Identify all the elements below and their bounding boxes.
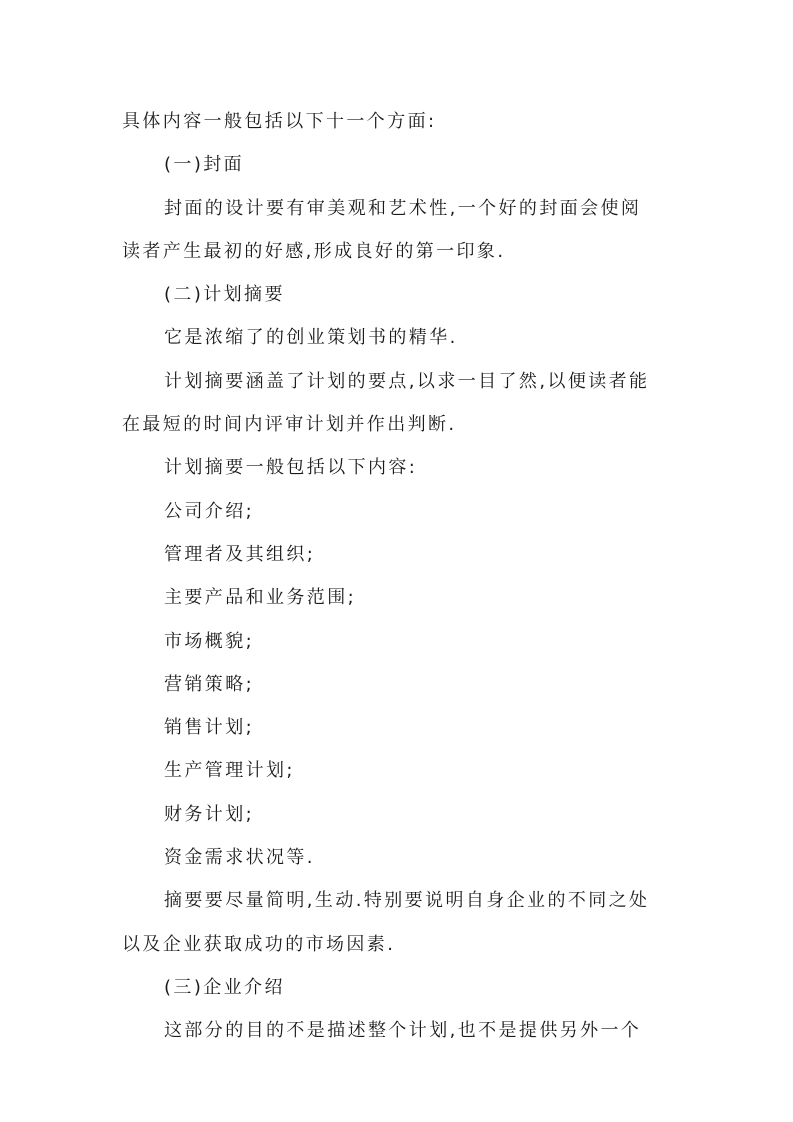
list-item: 管理者及其组织; [164,543,316,565]
section-heading-cover: (一)封面 [164,154,245,176]
text-line: 它是浓缩了的创业策划书的精华. [164,327,458,349]
text-line: 计划摘要一般包括以下内容: [164,457,418,479]
text-line: 摘要要尽量简明,生动.特别要说明自身企业的不同之处 [164,890,650,912]
list-item: 营销策略; [164,673,255,695]
text-line: 以及企业获取成功的市场因素. [122,933,396,955]
list-item: 市场概貌; [164,630,255,652]
list-item: 主要产品和业务范围; [164,587,357,609]
list-item: 销售计划; [164,717,255,739]
list-item: 公司介绍; [164,500,255,522]
text-line: 读者产生最初的好感,形成良好的第一印象. [122,240,506,262]
list-item: 生产管理计划; [164,760,295,782]
text-line: 具体内容一般包括以下十一个方面: [122,111,437,132]
section-heading-company-intro: (三)企业介绍 [164,976,285,998]
section-heading-plan-summary: (二)计划摘要 [164,284,285,306]
text-line: 这部分的目的不是描述整个计划,也不是提供另外一个 [164,1020,642,1042]
text-line: 封面的设计要有审美观和艺术性,一个好的封面会使阅 [164,197,642,219]
document-body [122,100,678,1053]
list-item: 资金需求状况等. [164,847,315,869]
list-item: 财务计划; [164,803,255,825]
text-line: 计划摘要涵盖了计划的要点,以求一目了然,以便读者能 [164,370,650,392]
text-line: 在最短的时间内评审计划并作出判断. [122,414,457,436]
